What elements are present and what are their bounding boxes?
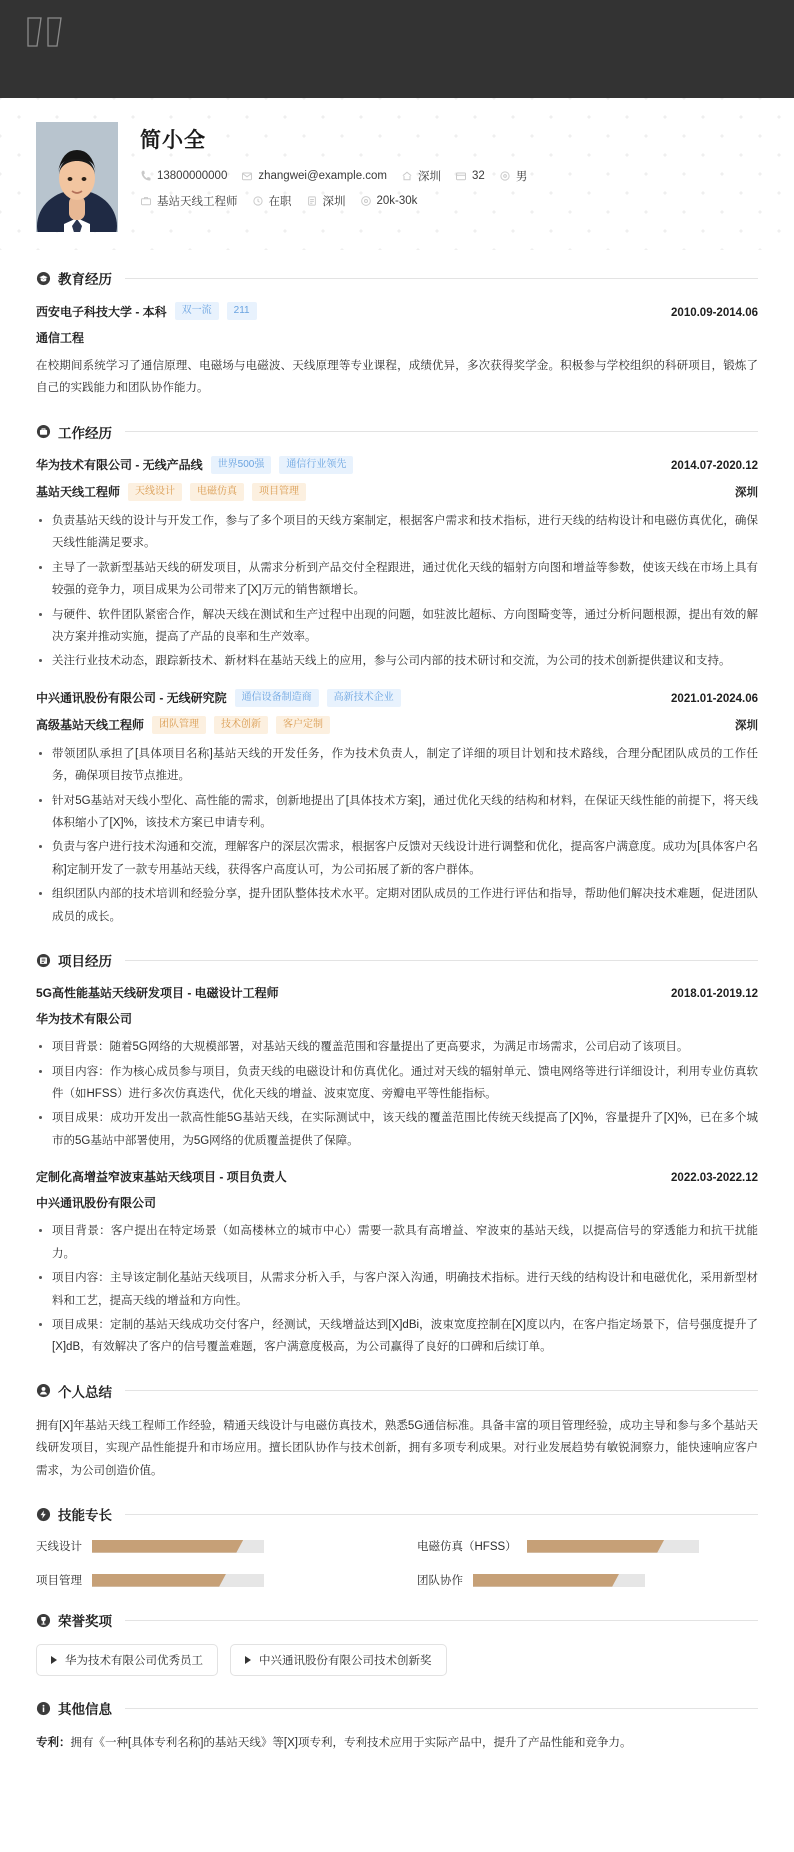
quote-mark-icon: [24, 14, 70, 50]
education-entry-headline: [36, 302, 758, 320]
skill-progress-fill: [92, 1574, 226, 1587]
project-name: 5G高性能基站天线研发项目 - 电磁设计工程师: [36, 986, 279, 1001]
contact-hometown-value: 深圳: [418, 171, 442, 183]
project-company: 华为技术有限公司: [36, 1012, 133, 1027]
person-icon: [36, 1383, 51, 1398]
gender-icon: [499, 170, 511, 182]
honor-item[interactable]: [230, 1644, 447, 1676]
project-icon: [36, 953, 51, 968]
trophy-icon: [36, 1613, 51, 1628]
project-bullet: 项目内容：作为核心成员参与项目，负责天线的电磁设计和仿真优化。通过对天线的辐射单元、馈电网络等进行详细设计，利用专业仿真软件（如HFSS）进行多次仿真迭代，优化天线的增益、波束宽度、旁瓣电平等性能指标。: [36, 1061, 758, 1106]
work-position: 高级基站天线工程师: [36, 718, 145, 733]
section-title-summary: 个人总结: [58, 1384, 112, 1400]
job-target: [140, 193, 238, 209]
project-entry: [36, 984, 758, 1152]
skill-progress-track: [92, 1574, 264, 1587]
other-info-label: 专利：: [36, 1737, 71, 1750]
skill-progress-fill: [527, 1540, 665, 1553]
work-entry: [36, 689, 758, 928]
briefcase-icon: [36, 424, 51, 439]
work-skill-tag: 客户定制: [276, 716, 330, 734]
honors-list: [36, 1644, 758, 1676]
work-location: 深圳: [735, 487, 758, 500]
info-icon: [36, 1701, 51, 1716]
contact-row-primary: [140, 168, 758, 184]
section-divider: [125, 1708, 758, 1709]
skill-label: 电磁仿真（HFSS）: [417, 1541, 517, 1554]
section-header-other: [36, 1698, 758, 1718]
section-header-honors: [36, 1610, 758, 1630]
skill-item: [36, 1538, 377, 1554]
contact-row-secondary: [140, 193, 758, 209]
work-position: 基站天线工程师: [36, 485, 121, 500]
skill-progress-fill: [92, 1540, 243, 1553]
project-bullet: 项目背景：客户提出在特定场景（如高楼林立的城市中心）需要一款具有高增益、窄波束的基站天线，以提高信号的穿透能力和抗干扰能力。: [36, 1220, 758, 1265]
contact-phone-value: 13800000000: [157, 170, 228, 182]
section-header-project: [36, 950, 758, 970]
section-title-skills: 技能专长: [58, 1508, 112, 1524]
school-name: 西安电子科技大学 - 本科: [36, 304, 167, 319]
page-title: 简小全: [140, 129, 206, 152]
job-status: [252, 193, 292, 209]
education-date: 2010.09-2014.06: [671, 306, 758, 319]
work-skill-tag: 电磁仿真: [190, 483, 244, 501]
section-divider: [125, 431, 758, 432]
contact-hometown: [401, 168, 441, 184]
skills-grid: [36, 1538, 758, 1588]
project-bullet-list: [36, 1036, 758, 1152]
school-tag: 211: [227, 302, 257, 320]
company-name: 中兴通讯股份有限公司 - 无线研究院: [36, 691, 227, 706]
salary-expectation-value: 20k-30k: [376, 195, 418, 207]
work-date: 2014.07-2020.12: [671, 460, 758, 473]
education-description: 在校期间系统学习了通信原理、电磁场与电磁波、天线原理等专业课程，成绩优异，多次获得奖学金。积极参与学校组织的科研项目，锻炼了自己的实践能力和团队协作能力。: [36, 360, 758, 395]
education-entry: [36, 302, 758, 400]
status-icon: [252, 195, 264, 207]
section-header-work: [36, 422, 758, 442]
company-tag: 世界500强: [211, 456, 272, 474]
project-date: 2022.03-2022.12: [671, 1172, 758, 1185]
work-entry-subline: [36, 716, 758, 734]
project-bullet: 项目成果：定制的基站天线成功交付客户，经测试，天线增益达到[X]dBi，波束宽度控制在[X]度以内，在客户指定场景下，信号强度提升了[X]dB，有效解决了客户的信号覆盖难题，客户满意度极高，为公司赢得了良好的口碑和后续订单。: [36, 1314, 758, 1359]
section-divider: [125, 1620, 758, 1621]
job-city-value: 深圳: [322, 196, 346, 208]
company-tag: 通信行业领先: [279, 456, 353, 474]
section-divider: [125, 960, 758, 961]
briefcase-icon: [140, 195, 152, 207]
skill-progress-fill: [473, 1574, 619, 1587]
school-tag: 双一流: [175, 302, 219, 320]
work-bullet: 负责基站天线的设计与开发工作，参与了多个项目的天线方案制定，根据客户需求和技术指标，进行天线的结构设计和电磁仿真优化，确保天线性能满足要求。: [36, 510, 758, 555]
company-tag: 通信设备制造商: [235, 689, 319, 707]
skill-progress-track: [473, 1574, 645, 1587]
project-company: 中兴通讯股份有限公司: [36, 1196, 157, 1211]
honor-label: 华为技术有限公司优秀员工: [65, 1655, 203, 1668]
project-bullet: 项目成果：成功开发出一款高性能5G基站天线，在实际测试中，该天线的覆盖范围比传统天线提高了[X]%，容量提升了[X]%，已在多个城市的5G基站中部署使用，为5G网络的优质覆盖提供了保障。: [36, 1107, 758, 1152]
project-name: 定制化高增益窄波束基站天线项目 - 项目负责人: [36, 1170, 287, 1185]
contact-email: [241, 170, 387, 182]
honor-item[interactable]: [36, 1644, 218, 1676]
skill-icon: [36, 1507, 51, 1522]
skill-label: 团队协作: [417, 1575, 463, 1588]
graduation-cap-icon: [36, 271, 51, 286]
contact-gender: [499, 168, 528, 184]
company-name: 华为技术有限公司 - 无线产品线: [36, 458, 203, 473]
section-title-work: 工作经历: [58, 425, 112, 441]
work-bullet: 主导了一款新型基站天线的研发项目，从需求分析到产品交付全程跟进，通过优化天线的辐射方向图和增益等参数，使该天线在市场上具有较强的竞争力，项目成果为公司带来了[X]万元的销售额增长。: [36, 557, 758, 602]
work-skill-tag: 项目管理: [252, 483, 306, 501]
section-title-honors: 荣誉奖项: [58, 1614, 112, 1630]
work-entry-headline: [36, 456, 758, 474]
section-divider: [125, 1514, 758, 1515]
project-bullet-list: [36, 1220, 758, 1359]
skill-item: [417, 1538, 758, 1554]
work-bullet: 针对5G基站对天线小型化、高性能的需求，创新地提出了[具体技术方案]，通过优化天线的结构和材料，在保证天线性能的前提下，将天线体积缩小了[X]%，该技术方案已申请专利。: [36, 790, 758, 835]
section-title-education: 教育经历: [58, 272, 112, 287]
document-icon: [306, 195, 318, 207]
work-bullet: 负责与客户进行技术沟通和交流，理解客户的深层次需求，根据客户反馈对天线设计进行调整和优化，提高客户满意度。成功为[具体客户名称]定制开发了一款专用基站天线，获得客户高度认可，为公司拓展了新的客户群体。: [36, 836, 758, 881]
section-header-skills: [36, 1504, 758, 1524]
phone-icon: [140, 170, 152, 182]
top-banner: [0, 0, 794, 98]
work-date: 2021.01-2024.06: [671, 693, 758, 706]
section-divider: [125, 1390, 758, 1391]
skill-label: 天线设计: [36, 1541, 82, 1554]
project-date: 2018.01-2019.12: [671, 988, 758, 1001]
play-triangle-icon: [245, 1656, 251, 1664]
work-bullet: 组织团队内部的技术培训和经验分享，提升团队整体技术水平。定期对团队成员的工作进行评估和指导，帮助他们解决技术难题，促进团队成员的成长。: [36, 883, 758, 928]
work-bullet: 与硬件、软件团队紧密合作，解决天线在测试和生产过程中出现的问题，如驻波比超标、方向图畸变等，通过分析问题根源，提出有效的解决方案并推动实施，提高了产品的良率和生产效率。: [36, 604, 758, 649]
project-entry-headline: [36, 1168, 758, 1185]
work-skill-tag: 天线设计: [128, 483, 182, 501]
salary-icon: [360, 195, 372, 207]
profile-header: [0, 98, 794, 250]
play-triangle-icon: [51, 1656, 57, 1664]
job-status-value: 在职: [268, 196, 292, 208]
work-bullet-list: [36, 743, 758, 928]
avatar: [36, 122, 118, 232]
contact-phone: [140, 170, 227, 182]
skill-item: [36, 1572, 377, 1588]
skill-progress-track: [92, 1540, 264, 1553]
home-icon: [401, 170, 413, 182]
other-info-row: [36, 1732, 758, 1754]
job-city: [306, 193, 346, 209]
work-entry-subline: [36, 483, 758, 501]
work-bullet: 带领团队承担了[具体项目名称]基站天线的开发任务，作为技术负责人，制定了详细的项目计划和技术路线，合理分配团队成员的工作任务，确保项目按节点推进。: [36, 743, 758, 788]
work-skill-tag: 技术创新: [214, 716, 268, 734]
contact-gender-value: 男: [515, 171, 528, 183]
work-location: 深圳: [735, 720, 758, 733]
contact-email-value: zhangwei@example.com: [258, 170, 388, 182]
salary-expectation: [360, 195, 418, 207]
section-header-summary: [36, 1381, 758, 1401]
work-skill-tag: 团队管理: [152, 716, 206, 734]
section-header-education: [36, 268, 758, 288]
id-card-icon: [455, 170, 467, 182]
project-bullet: 项目内容：主导该定制化基站天线项目，从需求分析入手，与客户深入沟通，明确技术指标。进行天线的结构设计和电磁优化，采用新型材料和工艺，提高天线的增益和方向性。: [36, 1267, 758, 1312]
work-bullet: 关注行业技术动态，跟踪新技术、新材料在基站天线上的应用，参与公司内部的技术研讨和交流，为公司的技术创新提供建议和支持。: [36, 650, 758, 672]
job-target-value: 基站天线工程师: [157, 196, 238, 208]
skill-progress-track: [527, 1540, 699, 1553]
project-entry-headline: [36, 984, 758, 1001]
education-major: 通信工程: [36, 331, 85, 345]
work-bullet-list: [36, 510, 758, 673]
section-title-other: 其他信息: [58, 1702, 112, 1718]
section-divider: [125, 278, 758, 279]
contact-age: [455, 170, 485, 182]
work-entry: [36, 456, 758, 673]
skill-item: [417, 1572, 758, 1588]
honor-label: 中兴通讯股份有限公司技术创新奖: [259, 1655, 432, 1668]
section-title-project: 项目经历: [58, 954, 112, 970]
contact-age-value: 32: [472, 170, 485, 182]
other-info-text: 拥有《一种[具体专利名称]的基站天线》等[X]项专利，专利技术应用于实际产品中，提升了产品性能和竞争力。: [70, 1737, 632, 1750]
work-entry-headline: [36, 689, 758, 707]
project-entry: [36, 1168, 758, 1359]
project-bullet: 项目背景：随着5G网络的大规模部署，对基站天线的覆盖范围和容量提出了更高要求，为满足市场需求，公司启动了该项目。: [36, 1036, 758, 1058]
skill-label: 项目管理: [36, 1575, 82, 1588]
personal-summary-text: 拥有[X]年基站天线工程师工作经验，精通天线设计与电磁仿真技术，熟悉5G通信标准。具备丰富的项目管理经验，成功主导和参与多个基站天线研发项目，实现产品性能提升和市场应用。擅长团队协作与技术创新，拥有多项专利成果。对行业发展趋势有敏锐洞察力，能快速响应客户需求，为公司创造价值。: [36, 1419, 758, 1477]
mail-icon: [241, 170, 253, 182]
company-tag: 高新技术企业: [327, 689, 401, 707]
